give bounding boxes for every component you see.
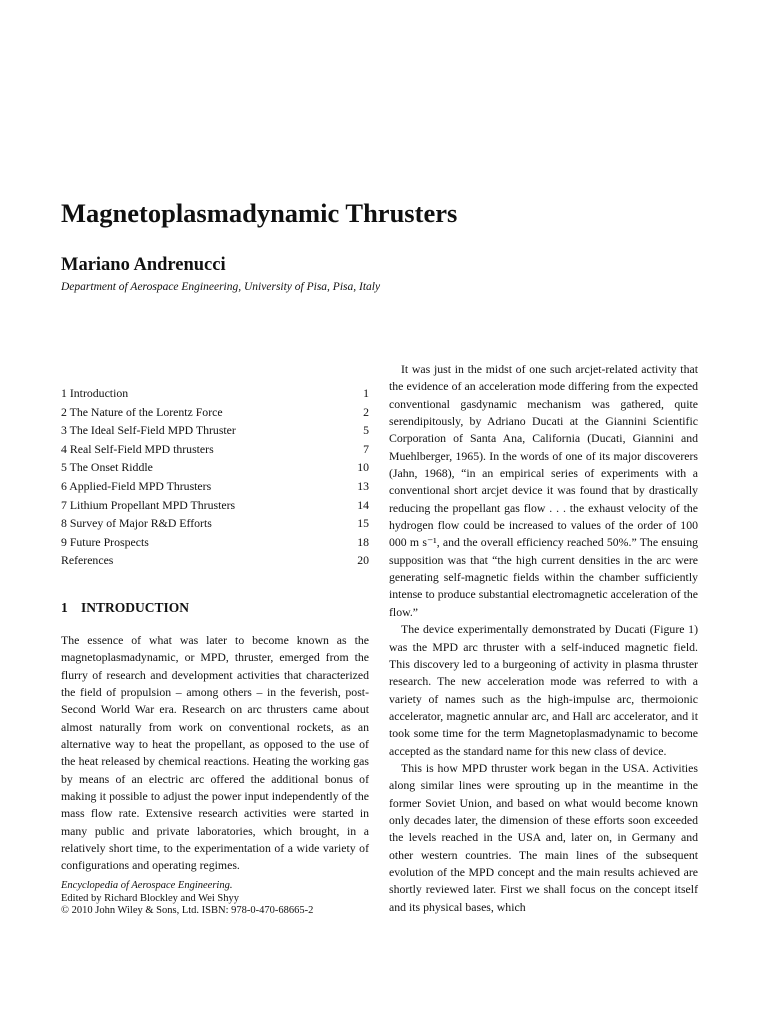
toc-entry bbox=[61, 496, 369, 515]
toc-label: 7 Lithium Propellant MPD Thrusters bbox=[61, 497, 236, 512]
table-of-contents bbox=[61, 384, 369, 570]
toc-entry bbox=[61, 551, 369, 570]
toc-entry bbox=[61, 440, 369, 459]
section-heading bbox=[61, 599, 369, 617]
body-paragraph: It was just in the midst of one such arcjet-related activity that the evidence of an acceleration mode differing from the expected conventional gasdynamic mechanism was gathered, quite serendipitously, by Adriano Ducati at the Giannini Scientific Corporation of Santa Ana, California (Ducati, Giannini and Muehlberger, 1965). In the words of one of its major discoverers (Jahn, 1968), “in an empirical series of experiments with a conventional short arcjet device it was found that by drastically reducing the propellant gas flow . . . the exhaust velocity of the hydrogen flow could be increased to values of the order of 100 000 m s⁻¹, and the overall efficiency reached 50%.” The ensuing supposition was that “the high current densities in the arc were generating self-magnetic fields within the chamber sufficiently intense to produce substantial electromagnetic acceleration of the flow.” bbox=[389, 362, 698, 619]
toc-label: 2 The Nature of the Lorentz Force bbox=[61, 404, 223, 419]
toc-entry bbox=[61, 477, 369, 496]
toc-label: 8 Survey of Major R&D Efforts bbox=[61, 516, 212, 531]
toc-label: References bbox=[61, 553, 114, 568]
toc-page: 14 bbox=[357, 497, 369, 512]
toc-entry bbox=[61, 384, 369, 403]
publication-footnote bbox=[61, 880, 369, 918]
toc-label: 1 Introduction bbox=[61, 386, 129, 400]
toc-label: 4 Real Self-Field MPD thrusters bbox=[61, 441, 214, 456]
toc-label: 5 The Onset Riddle bbox=[61, 460, 153, 475]
right-column-body bbox=[389, 361, 698, 916]
body-paragraph: This is how MPD thruster work began in the USA. Activities along similar lines were sprouting up in the meantime in the former Soviet Union, and based on what would become known only decades later, the dimension of these efforts soon exceeded the levels reached in the USA and, later on, in Germany and other western countries. The main lines of the subsequent evolution of the MPD concept and the main results achieved are shortly reviewed later. First we shall focus on the concept itself and its physical bases, which bbox=[389, 760, 698, 914]
toc-page: 1 bbox=[363, 386, 369, 400]
left-column-body bbox=[61, 632, 369, 875]
footnote-copyright: © 2010 John Wiley & Sons, Ltd. ISBN: 978-0-470-68665-2 bbox=[61, 905, 314, 916]
paper-title: Magnetoplasmadynamic Thrusters bbox=[61, 198, 458, 228]
toc-page: 10 bbox=[357, 460, 369, 475]
toc-page: 18 bbox=[357, 534, 369, 549]
toc-entry bbox=[61, 403, 369, 422]
toc-entry bbox=[61, 533, 369, 552]
toc-entry bbox=[61, 421, 369, 440]
section-number: 1 bbox=[61, 600, 68, 615]
toc-page: 5 bbox=[363, 423, 369, 438]
toc-entry bbox=[61, 514, 369, 533]
toc-entry bbox=[61, 458, 369, 477]
toc-label: 6 Applied-Field MPD Thrusters bbox=[61, 478, 212, 493]
body-paragraph: The device experimentally demonstrated by Ducati (Figure 1) was the MPD arc thruster with a self-induced magnetic field. This discovery led to a burgeoning of activity in plasma thruster research. The new acceleration mode was referred to with a variety of names such as the high-impulse arc, thermoionic accelerator, magnetic annular arc, and Hall arc accelerator, and it took some time for the term Magnetoplasmadynamic to become accepted as the standard name for this new class of device. bbox=[389, 622, 698, 758]
author-affiliation: Department of Aerospace Engineering, University of Pisa, Pisa, Italy bbox=[61, 281, 381, 293]
toc-label: 9 Future Prospects bbox=[61, 534, 149, 549]
footnote-journal: Encyclopedia of Aerospace Engineering. bbox=[61, 880, 233, 891]
toc-page: 20 bbox=[357, 553, 369, 568]
toc-page: 2 bbox=[363, 404, 369, 419]
toc-page: 15 bbox=[357, 516, 369, 531]
author-name: Mariano Andrenucci bbox=[61, 255, 226, 275]
section-title: INTRODUCTION bbox=[81, 600, 190, 615]
toc-page: 7 bbox=[363, 441, 369, 456]
toc-page: 13 bbox=[357, 478, 369, 493]
footnote-editors: Edited by Richard Blockley and Wei Shyy bbox=[61, 892, 240, 904]
toc-label: 3 The Ideal Self-Field MPD Thruster bbox=[61, 423, 236, 438]
body-paragraph: The essence of what was later to become known as the magnetoplasmadynamic, or MPD, thruster, emerged from the flurry of research and development activities that characterized the field of propulsion – among others – in the feverish, post-Second World War era. Research on arc thrusters came about almost naturally from work on conventional rockets, as an alternative way to heat the propellant, as opposed to the use of the heat released by chemical reactions. Heating the working gas by means of an electric arc offered the additional bonus of making it possible to adjust the power input independently of the mass flow rate. Extensive research activities were started in many public and private laboratories, which brought, in a relatively short time, to the experimentation of a wide variety of configurations and operating regimes. bbox=[61, 633, 369, 873]
